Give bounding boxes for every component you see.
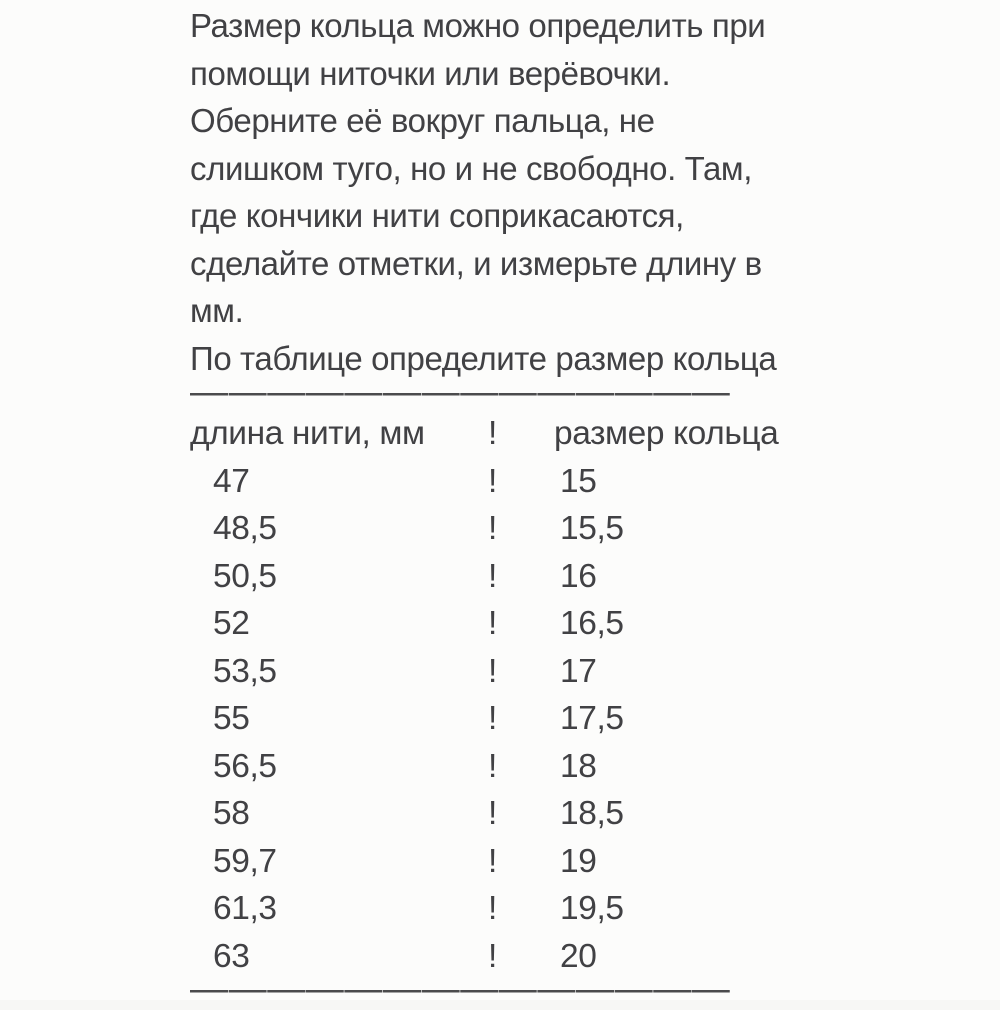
row-separator: ! [488, 652, 497, 690]
row-separator: ! [488, 747, 497, 785]
ring-size-value: 15,5 [560, 510, 624, 547]
table-row [190, 885, 1000, 933]
intro-line-5: где кончики нити соприкасаются, [190, 197, 684, 234]
table-row [190, 838, 1000, 886]
column-header-ring-size: размер кольца [554, 415, 779, 452]
ring-size-value: 16,5 [560, 605, 624, 642]
intro-line-7: мм. [190, 292, 244, 329]
thread-length-value: 63 [213, 937, 250, 975]
ring-size-value: 19 [560, 842, 597, 880]
table-header-row [190, 410, 1000, 458]
row-separator: ! [488, 795, 497, 832]
thread-length-value: 50,5 [213, 557, 277, 595]
row-separator: ! [488, 700, 497, 737]
thread-length-value: 58 [213, 795, 250, 832]
thread-length-value: 53,5 [213, 652, 277, 690]
thread-length-value: 48,5 [213, 510, 277, 547]
ring-size-value: 17,5 [560, 700, 624, 737]
thread-length-value: 59,7 [213, 842, 277, 880]
column-header-thread-length: длина нити, мм [190, 415, 425, 452]
thread-length-value: 47 [213, 462, 250, 500]
ring-size-value: 17 [560, 652, 597, 690]
table-row [190, 553, 1000, 601]
table-row [190, 790, 1000, 838]
row-separator: ! [488, 557, 497, 595]
intro-line-1: Размер кольца можно определить при [190, 7, 766, 44]
ring-size-value: 18,5 [560, 795, 624, 832]
row-separator: ! [488, 462, 497, 500]
ring-size-value: 16 [560, 557, 597, 595]
table-row [190, 505, 1000, 553]
row-separator: ! [488, 510, 497, 547]
ring-size-value: 20 [560, 937, 597, 975]
thread-length-value: 55 [213, 700, 250, 737]
ring-size-table [190, 410, 1000, 980]
table-row [190, 600, 1000, 648]
ring-size-value: 15 [560, 462, 597, 500]
row-separator: ! [488, 937, 497, 975]
ring-size-value: 18 [560, 747, 597, 785]
ring-size-value: 19,5 [560, 890, 624, 927]
table-bottom-divider: —————————————— [190, 968, 731, 1010]
table-row [190, 458, 1000, 506]
row-separator: ! [488, 605, 497, 642]
table-row [190, 743, 1000, 791]
intro-paragraph [190, 2, 1000, 382]
intro-line-4: слишком туго, но и не свободно. Там, [190, 149, 752, 187]
thread-length-value: 61,3 [213, 890, 277, 927]
row-separator: ! [488, 890, 497, 927]
thread-length-value: 56,5 [213, 747, 277, 785]
table-row [190, 648, 1000, 696]
intro-line-8: По таблице определите размер кольца [190, 339, 777, 377]
thread-length-value: 52 [213, 605, 250, 642]
intro-line-3: Оберните её вокруг пальца, не [190, 102, 655, 139]
row-separator: ! [488, 842, 497, 880]
header-column-separator: ! [488, 415, 497, 452]
intro-line-2: помощи ниточки или верёвочки. [190, 54, 671, 92]
table-row [190, 695, 1000, 743]
intro-line-6: сделайте отметки, и измерьте длину в [190, 244, 762, 282]
table-top-divider: —————————————— [190, 371, 731, 413]
